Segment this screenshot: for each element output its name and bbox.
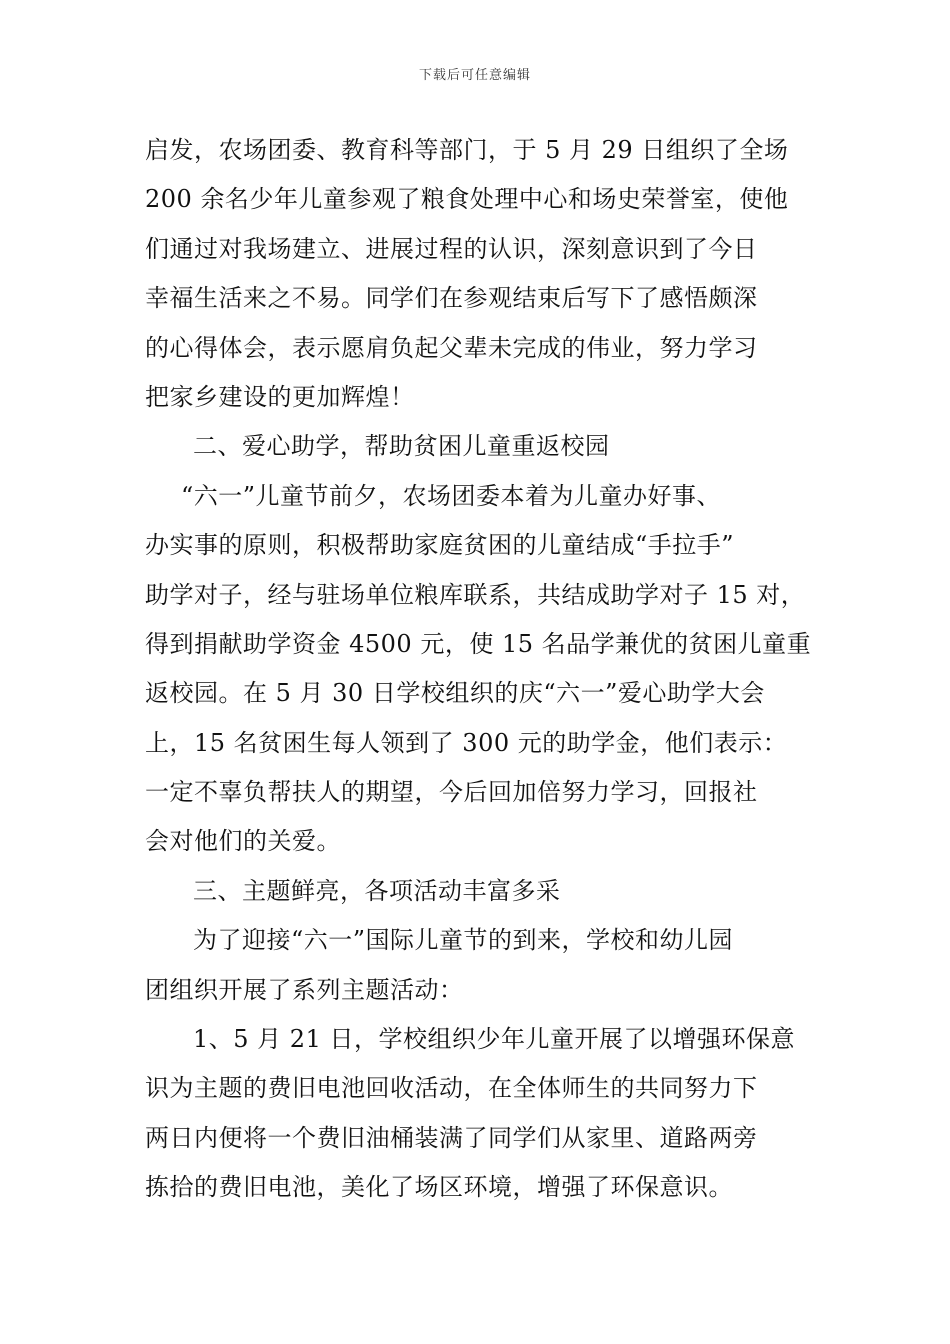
page-header: 下载后可任意编辑 — [418, 68, 531, 83]
paragraph-line: 的心得体会，表示愿肩负起父辈未完成的伟业，努力学习 — [145, 333, 758, 362]
document-body — [145, 126, 835, 1213]
paragraph-line: 识为主题的费旧电池回收活动，在全体师生的共同努力下 — [145, 1074, 758, 1103]
paragraph-line: 办实事的原则，积极帮助家庭贫困的儿童结成“手拉手” — [145, 531, 735, 560]
paragraph-line: 返校园。在 5 月 30 日学校组织的庆“六一”爱心助学大会 — [145, 679, 765, 708]
paragraph-line: 拣拾的费旧电池，美化了场区环境，增强了环保意识。 — [145, 1173, 733, 1202]
section-heading: 三、主题鲜亮，各项活动丰富多采 — [193, 876, 561, 905]
paragraph-line: 助学对子，经与驻场单位粮库联系，共结成助学对子 15 对， — [145, 580, 806, 609]
paragraph-line: 会对他们的关爱。 — [145, 827, 341, 856]
paragraph-line: 一定不辜负帮扶人的期望，今后回加倍努力学习，回报社 — [145, 778, 758, 807]
paragraph-line: 团组织开展了系列主题活动： — [145, 975, 464, 1004]
paragraph-line: 把家乡建设的更加辉煌！ — [145, 382, 415, 411]
paragraph-line: 幸福生活来之不易。同学们在参观结束后写下了感悟颇深 — [145, 284, 758, 313]
paragraph-line: 1、5 月 21 日，学校组织少年儿童开展了以增强环保意 — [193, 1025, 795, 1054]
paragraph-line: 上，15 名贫困生每人领到了 300 元的助学金，他们表示： — [145, 728, 788, 757]
paragraph-line: 们通过对我场建立、进展过程的认识，深刻意识到了今日 — [145, 234, 758, 263]
paragraph-line: 两日内便将一个费旧油桶装满了同学们从家里、道路两旁 — [145, 1123, 758, 1152]
paragraph-line: 启发，农场团委、教育科等部门，于 5 月 29 日组织了全场 — [145, 136, 789, 164]
section-heading: 二、爱心助学，帮助贫困儿童重返校园 — [193, 432, 610, 461]
paragraph-line: 为了迎接“六一”国际儿童节的到来，学校和幼儿园 — [193, 926, 734, 955]
paragraph-line: 得到捐献助学资金 4500 元，使 15 名品学兼优的贫困儿童重 — [145, 629, 812, 658]
paragraph-line: “六一”儿童节前夕，农场团委本着为儿童办好事、 — [181, 481, 722, 510]
paragraph-line: 200 余名少年儿童参观了粮食处理中心和场史荣誉室，使他 — [145, 185, 789, 214]
